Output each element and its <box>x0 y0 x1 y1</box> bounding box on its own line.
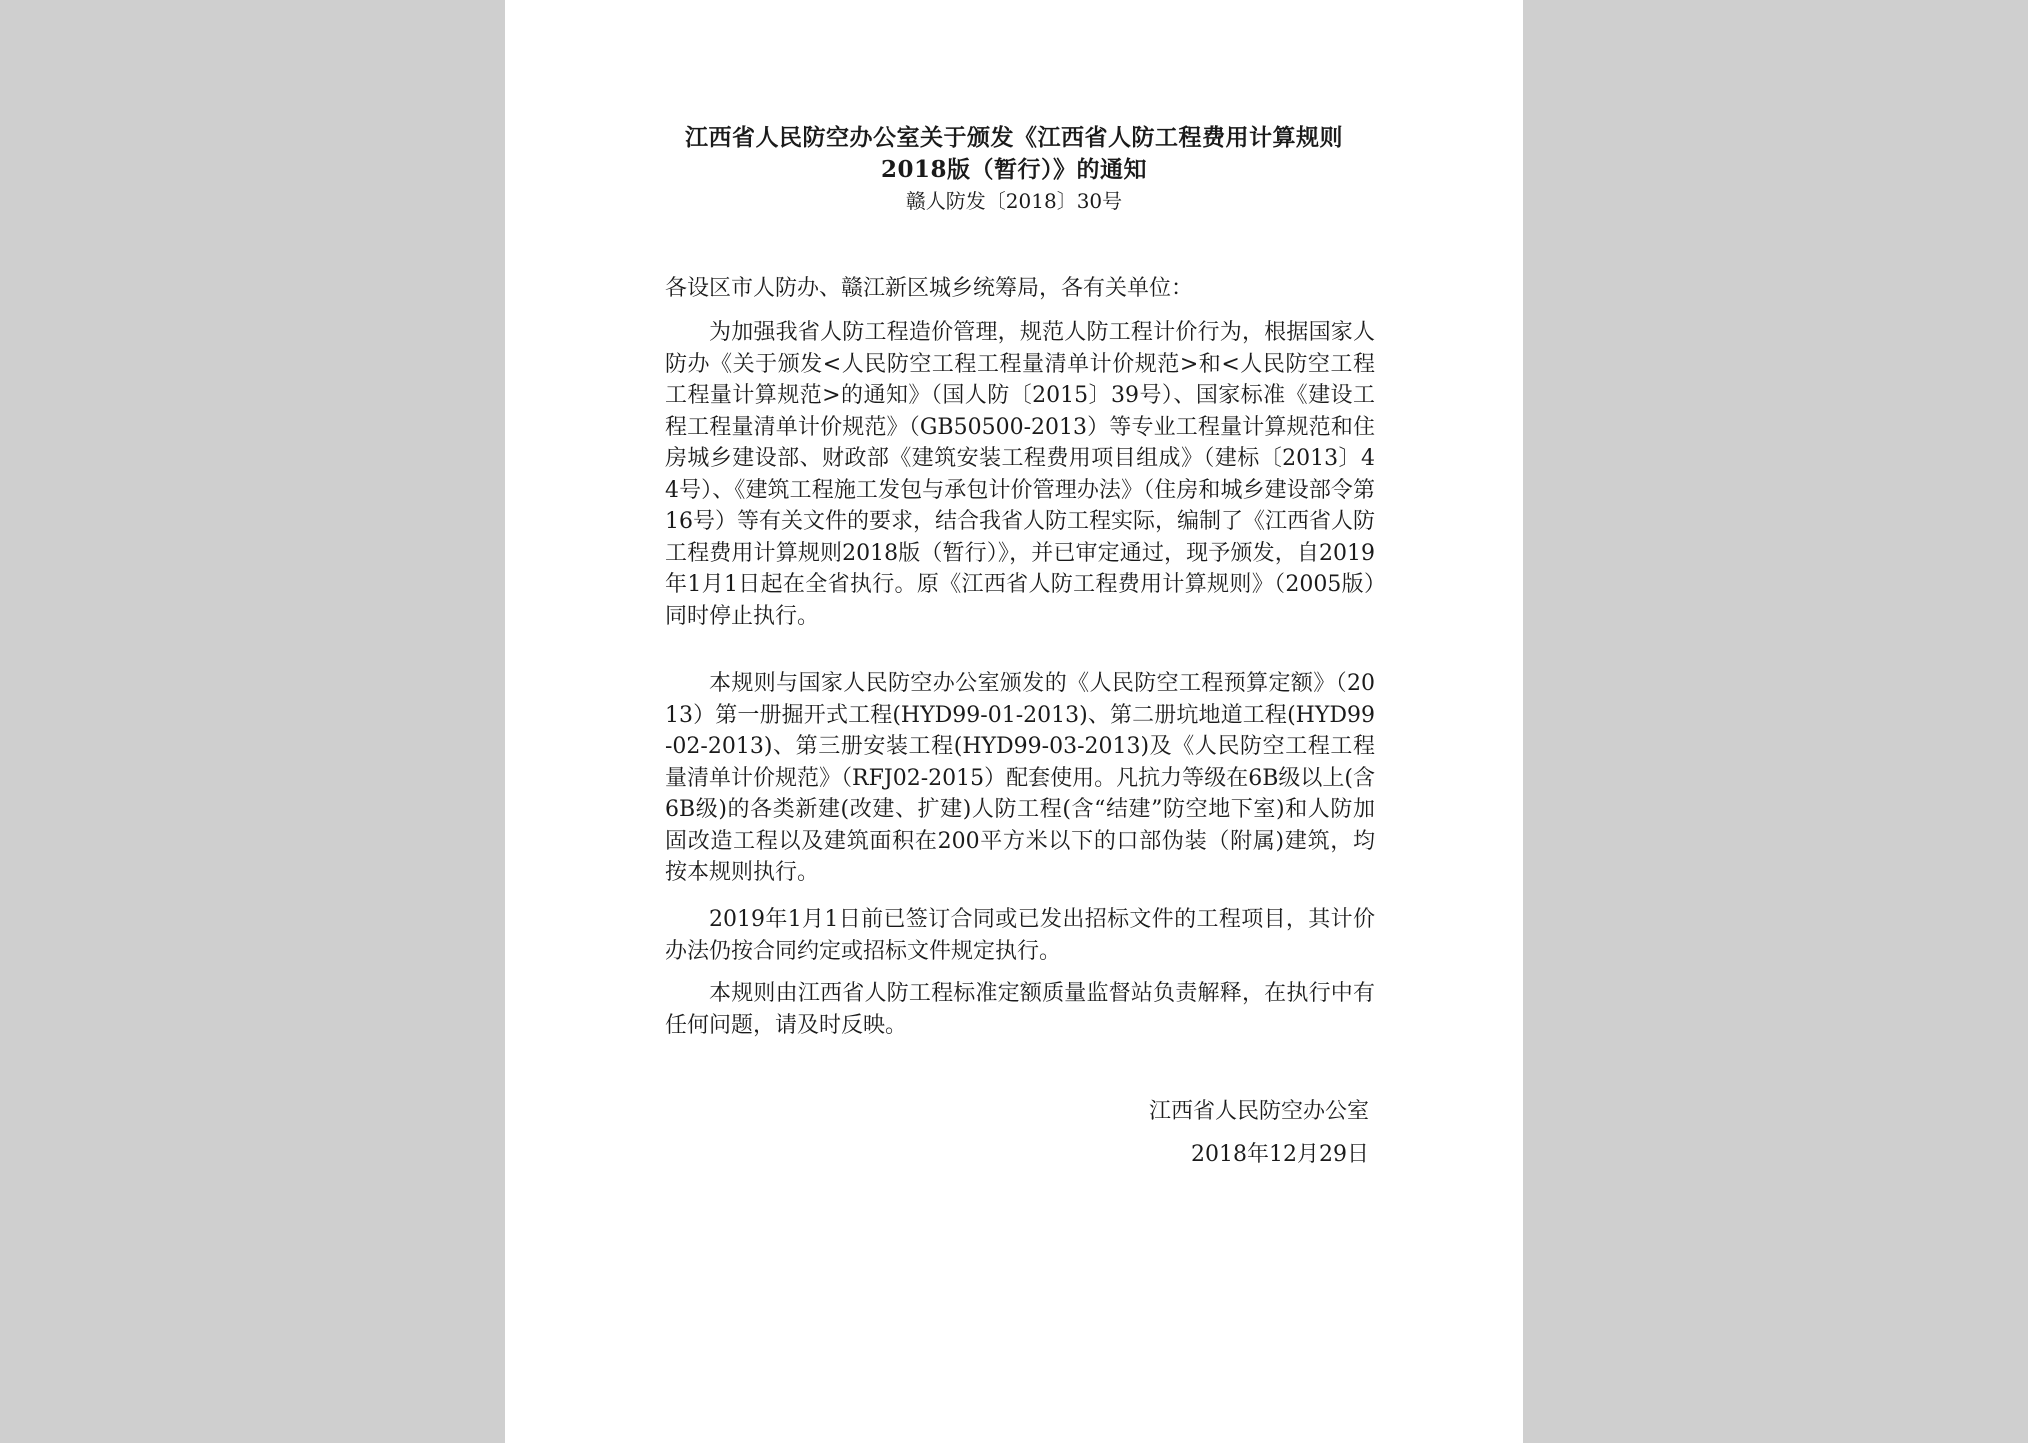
document-title-line-2: 2018版（暂行）》的通知 <box>880 156 1147 183</box>
body-paragraph: 2019年1月1日前已签订合同或已发出招标文件的工程项目，其计价办法仍按合同约定或招标文件规定执行。 <box>665 907 1375 964</box>
body-paragraph: 本规则与国家人民防空办公室颁发的《人民防空工程预算定额》（2013）第一册掘开式工程(HYD99-01-2013)、第二册坑地道工程(HYD99-02-2013)、第三册安装工程(HYD99-03-2013)及《人民防空工程工程量清单计价规范》（RFJ02-2015）配套使用。凡抗力等级在6B级以上(含6B级)的各类新建(改建、扩建)人防工程(含“结建”防空地下室)和人防加固改造工程以及建筑面积在200平方米以下的口部伪装（附属)建筑，均按本规则执行。 <box>665 671 1375 885</box>
body-paragraph: 本规则由江西省人防工程标准定额质量监督站负责解释，在执行中有任何问题，请及时反映。 <box>665 981 1375 1038</box>
signature-organization: 江西省人民防空办公室 <box>1148 1099 1369 1124</box>
salutation: 各设区市人防办、赣江新区城乡统筹局，各有关单位： <box>665 276 1194 301</box>
document-number: 赣人防发〔2018〕30号 <box>905 189 1123 213</box>
document-page <box>505 0 1523 1443</box>
body-paragraph: 为加强我省人防工程造价管理，规范人防工程计价行为，根据国家人防办《关于颁发<人民防空工程工程量清单计价规范>和<人民防空工程工程量计算规范>的通知》（国人防〔2015〕39号）、国家标准《建设工程工程量清单计价规范》（GB50500-2013）等专业工程量计算规范和住房城乡建设部、财政部《建筑安装工程费用项目组成》（建标〔2013〕44号）、《建筑工程施工发包与承包计价管理办法》（住房和城乡建设部令第16号）等有关文件的要求，结合我省人防工程实际，编制了《江西省人防工程费用计算规则2018版（暂行）》，并已审定通过，现予颁发，自2019年1月1日起在全省执行。原《江西省人防工程费用计算规则》（2005版）同时停止执行。 <box>665 320 1375 629</box>
signature-date: 2018年12月29日 <box>1191 1142 1369 1167</box>
document-title-line-1: 江西省人民防空办公室关于颁发《江西省人防工程费用计算规则 <box>685 124 1343 151</box>
